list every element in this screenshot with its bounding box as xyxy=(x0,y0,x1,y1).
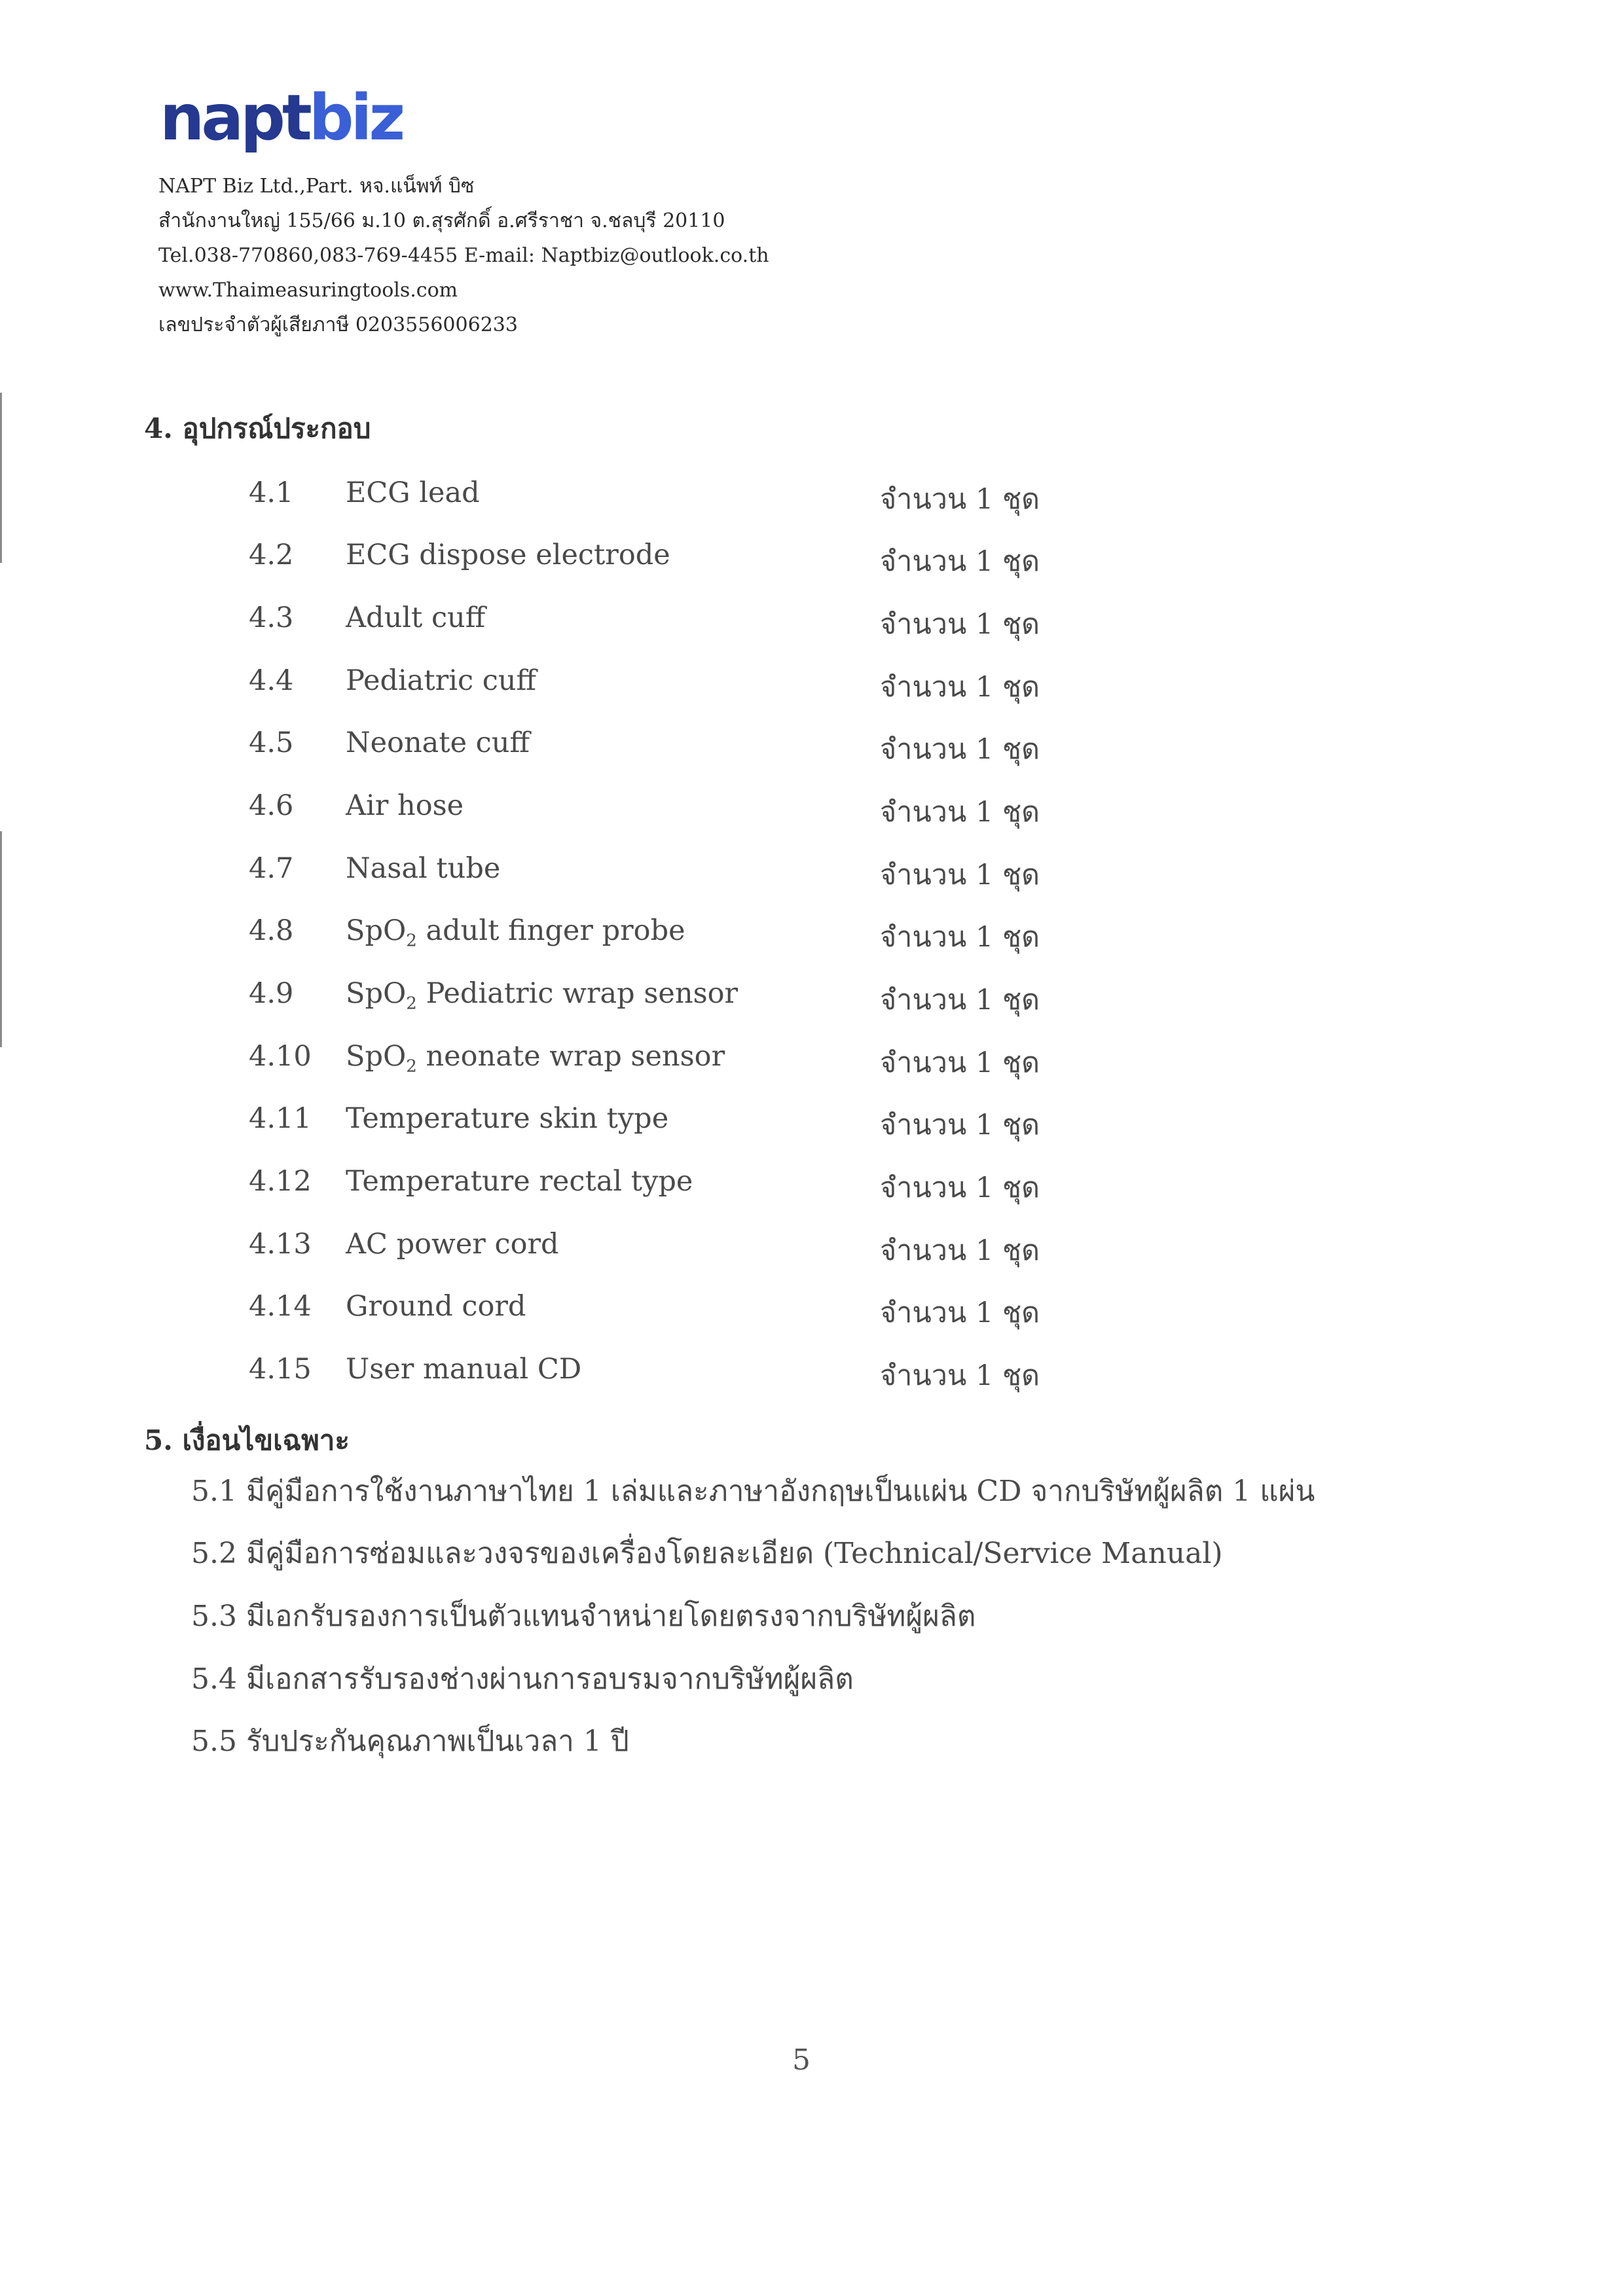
item-number: 4.1 xyxy=(249,476,294,509)
item-name-subscript: 2 xyxy=(406,994,417,1014)
company-address: สำนักงานใหญ่ 155/66 ม.10 ต.สุรศักดิ์ อ.ศรีราชา จ.ชลบุรี 20110 xyxy=(158,209,725,232)
company-website: www.Thaimeasuringtools.com xyxy=(158,279,458,302)
condition-item: 5.5 รับประกันคุณภาพเป็นเวลา 1 ปี xyxy=(191,1725,629,1758)
company-tax-id: เลขประจำตัวผู้เสียภาษี 0203556006233 xyxy=(158,314,518,336)
logo-text-napt: napt xyxy=(160,81,309,154)
company-name: NAPT Biz Ltd.,Part. หจ.แน็พท์ บิซ xyxy=(158,175,475,198)
item-number: 4.6 xyxy=(249,789,294,822)
list-item xyxy=(0,466,1623,529)
item-number: 4.8 xyxy=(249,914,294,947)
list-item xyxy=(0,528,1623,591)
company-contact: Tel.038-770860,083-769-4455 E-mail: Naptbiz@outlook.co.th xyxy=(158,244,769,267)
item-quantity: จำนวน 1 ชุด xyxy=(880,859,1040,891)
company-logo xyxy=(160,81,403,154)
item-number: 4.11 xyxy=(249,1102,312,1135)
list-item xyxy=(0,1092,1623,1155)
item-number: 4.5 xyxy=(249,726,294,759)
item-name-prefix: SpO xyxy=(346,914,407,947)
list-item xyxy=(0,967,1623,1030)
item-quantity: จำนวน 1 ชุด xyxy=(880,1359,1040,1392)
item-number: 4.13 xyxy=(249,1228,312,1261)
item-name: Temperature skin type xyxy=(346,1102,669,1135)
item-name-subscript: 2 xyxy=(406,931,417,951)
item-number: 4.10 xyxy=(249,1040,312,1073)
item-number: 4.7 xyxy=(249,852,294,885)
item-name: User manual CD xyxy=(346,1353,582,1386)
list-item xyxy=(0,1342,1623,1405)
item-name: Adult cuff xyxy=(346,601,486,634)
item-name: Nasal tube xyxy=(346,852,501,885)
item-name-subscript: 2 xyxy=(406,1056,417,1077)
item-name xyxy=(346,977,738,1014)
list-item xyxy=(0,1155,1623,1217)
item-quantity: จำนวน 1 ชุด xyxy=(880,921,1040,954)
item-name: AC power cord xyxy=(346,1228,559,1261)
page-number: 5 xyxy=(792,2043,811,2077)
item-name-rest: adult finger probe xyxy=(416,914,685,947)
list-item xyxy=(0,779,1623,842)
item-name-rest: neonate wrap sensor xyxy=(416,1040,725,1073)
logo-text-biz: biz xyxy=(308,81,403,154)
item-quantity: จำนวน 1 ชุด xyxy=(880,671,1040,704)
list-item xyxy=(0,654,1623,717)
item-number: 4.14 xyxy=(249,1290,312,1323)
item-name: Neonate cuff xyxy=(346,726,530,759)
item-number: 4.15 xyxy=(249,1353,312,1386)
list-item xyxy=(0,1030,1623,1092)
list-item xyxy=(0,842,1623,905)
item-number: 4.2 xyxy=(249,539,294,571)
item-name: Temperature rectal type xyxy=(346,1165,693,1198)
item-name: ECG lead xyxy=(346,476,480,509)
condition-item: 5.4 มีเอกสารรับรองช่างผ่านการอบรมจากบริษัทผู้ผลิต xyxy=(191,1662,854,1696)
list-item xyxy=(0,1280,1623,1342)
list-item xyxy=(0,716,1623,779)
item-number: 4.9 xyxy=(249,977,294,1010)
item-name: ECG dispose electrode xyxy=(346,539,670,571)
item-number: 4.12 xyxy=(249,1165,312,1198)
item-quantity: จำนวน 1 ชุด xyxy=(880,984,1040,1016)
item-quantity: จำนวน 1 ชุด xyxy=(880,733,1040,766)
item-quantity: จำนวน 1 ชุด xyxy=(880,1047,1040,1079)
list-item xyxy=(0,591,1623,654)
item-name-prefix: SpO xyxy=(346,977,407,1010)
item-quantity: จำนวน 1 ชุด xyxy=(880,608,1040,641)
item-quantity: จำนวน 1 ชุด xyxy=(880,796,1040,829)
condition-item: 5.1 มีคู่มือการใช้งานภาษาไทย 1 เล่มและภาษาอังกฤษเป็นแผ่น CD จากบริษัทผู้ผลิต 1 แผ่น xyxy=(191,1475,1315,1508)
item-name: Pediatric cuff xyxy=(346,664,537,697)
item-name-prefix: SpO xyxy=(346,1040,407,1073)
item-quantity: จำนวน 1 ชุด xyxy=(880,483,1040,516)
item-quantity: จำนวน 1 ชุด xyxy=(880,1109,1040,1141)
condition-item: 5.3 มีเอกรับรองการเป็นตัวแทนจำหน่ายโดยตรงจากบริษัทผู้ผลิต xyxy=(191,1600,976,1633)
list-item xyxy=(0,1217,1623,1280)
item-quantity: จำนวน 1 ชุด xyxy=(880,1234,1040,1267)
item-number: 4.3 xyxy=(249,601,294,634)
item-name xyxy=(346,1040,725,1077)
item-name-rest: Pediatric wrap sensor xyxy=(416,977,739,1010)
item-name xyxy=(346,914,685,951)
item-name: Ground cord xyxy=(346,1290,526,1323)
company-info xyxy=(158,169,769,342)
section-5-title: 5. เงื่อนไขเฉพาะ xyxy=(144,1424,350,1456)
condition-item: 5.2 มีคู่มือการซ่อมและวงจรของเครื่องโดยละเอียด (Technical/Service Manual) xyxy=(191,1537,1223,1570)
item-name: Air hose xyxy=(346,789,464,822)
item-quantity: จำนวน 1 ชุด xyxy=(880,545,1040,578)
item-quantity: จำนวน 1 ชุด xyxy=(880,1172,1040,1204)
item-number: 4.4 xyxy=(249,664,294,697)
item-quantity: จำนวน 1 ชุด xyxy=(880,1297,1040,1329)
section-4-title: 4. อุปกรณ์ประกอบ xyxy=(144,412,371,444)
list-item xyxy=(0,904,1623,967)
